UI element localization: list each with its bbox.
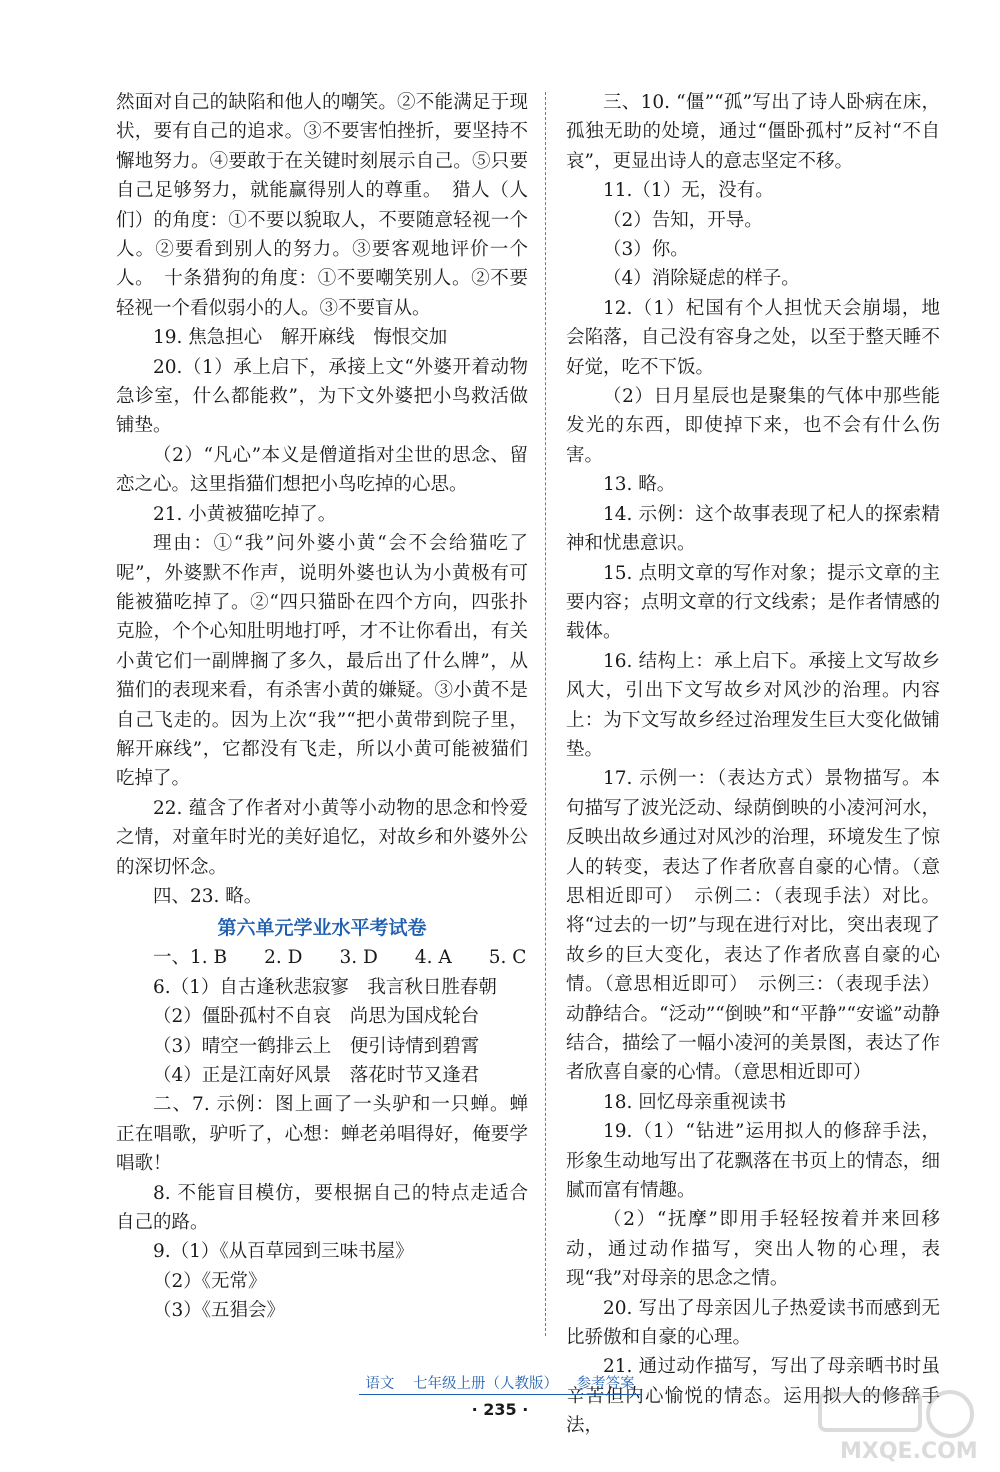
- left-answer-block-2: [116, 973, 528, 1326]
- answer-paragraph: （3）晴空一鹤排云上 便引诗情到碧霄: [153, 1035, 480, 1057]
- answer-paragraph: 19. 焦急担心 解开麻线 悔恨交加: [153, 327, 448, 349]
- left-answer-block: [116, 88, 528, 911]
- answer-paragraph: 9.（1）《从百草园到三味书屋》: [153, 1241, 414, 1263]
- right-answer-block: [566, 88, 940, 1441]
- answer-paragraph: 12.（1）杞国有个人担忧天会崩塌，地会陷落，自己没有容身之处，以至于整天睡不好觉，吃不下饭。: [566, 297, 940, 378]
- answer-paragraph: 然面对自己的缺陷和他人的嘲笑。②不能满足于现状，要有自己的追求。③不要害怕挫折，要坚持不懈地努力。④要敢于在关键时刻展示自己。⑤只要自己足够努力，就能赢得别人的尊重。 猎人（人们）的角度：①不要以貌取人，不要随意轻视一个人。②要看到别人的努力。③要客观地评价一个人。 十条猎狗的角度：①不要嘲笑别人。②不要轻视一个看似弱小的人。③不要盲从。: [116, 92, 528, 319]
- answer-paragraph: 理由：①“我”问外婆小黄“会不会给猫吃了呢”，外婆默不作声，说明外婆也认为小黄极有可能被猫吃掉了。②“四只猫卧在四个方向，四张扑克脸，个个心知肚明地打呼，才不让你看出，有关小黄它们一副牌搁了多久，最后出了什么牌”，从猫们的表现来看，有杀害小黄的嫌疑。③小黄不是自己飞走的。因为上次“我”“把小黄带到院子里，解开麻线”，它都没有飞走，所以小黄可能被猫们吃掉了。: [116, 533, 528, 790]
- answer-paragraph: 16. 结构上：承上启下。承接上文写故乡风大，引出下文写故乡对风沙的治理。内容上：为下文写故乡经过治理发生巨大变化做铺垫。: [566, 650, 940, 760]
- answer-paragraph: 15. 点明文章的写作对象；提示文章的主要内容；点明文章的行文线索；是作者情感的载体。: [566, 562, 940, 643]
- answer-paragraph: 11.（1）无，没有。: [603, 180, 774, 202]
- answer-paragraph: 14. 示例：这个故事表现了杞人的探索精神和忧患意识。: [566, 503, 940, 555]
- answer-paragraph: 8. 不能盲目模仿，要根据自己的特点走适合自己的路。: [116, 1182, 528, 1234]
- answer-paragraph: 21. 小黄被猫吃掉了。: [153, 503, 337, 525]
- answer-paragraph: （2）日月星辰也是聚集的气体中那些能发光的东西，即使掉下来，也不会有什么伤害。: [566, 386, 940, 466]
- answer-paragraph: 三、10. “僵”“孤”写出了诗人卧病在床，孤独无助的处境，通过“僵卧孤村”反衬“不自哀”，更显出诗人的意志坚定不移。: [566, 92, 940, 172]
- answer-paragraph: 13. 略。: [603, 474, 676, 496]
- answer-paragraph: （2）告知，开导。: [603, 209, 763, 231]
- answer-paragraph: 18. 回忆母亲重视读书: [603, 1091, 787, 1113]
- footer-title: 语文 七年级上册（人教版） 参考答案: [359, 1372, 640, 1395]
- answer-paragraph: 17. 示例一：（表达方式）景物描写。本句描写了波光泛动、绿荫倒映的小凌河河水，反映出故乡通过对风沙的治理，环境发生了惊人的转变，表达了作者欣喜自豪的心情。（意思相近即可） 示例二：（表现手法）对比。将“过去的一切”与现在进行对比，突出表现了故乡的巨大变化，表达了作者欣喜自豪的心情。（意思相近即可） 示例三：（表现手法）动静结合。“泛动”“倒映”和“平静”“安谧”动静结合，描绘了一幅小凌河的美景图，表达了作者欣喜自豪的心情。（意思相近即可）: [566, 768, 940, 1084]
- watermark-logo: [800, 1384, 990, 1466]
- svg-text:MXQE.COM: MXQE.COM: [840, 1439, 978, 1464]
- answer-paragraph: 20. 写出了母亲因儿子热爱读书而感到无比骄傲和自豪的心理。: [566, 1297, 940, 1349]
- answer-paragraph: 四、23. 略。: [153, 885, 263, 907]
- column-divider: [545, 92, 546, 1336]
- answer-paragraph: （3）你。: [603, 239, 689, 261]
- answer-paragraph: 21. 通过动作描写，写出了母亲晒书时虽辛苦但内心愉悦的情态。运用拟人的修辞手法，: [566, 1356, 940, 1437]
- answer-paragraph: 6.（1）自古逢秋悲寂寥 我言秋日胜春朝: [153, 976, 497, 998]
- answer-paragraph: 20.（1）承上启下，承接上文“外婆开着动物急诊室，什么都能救”，为下文外婆把小鸟救活做铺垫。: [116, 356, 528, 437]
- page-number: · 235 ·: [471, 1400, 529, 1419]
- answer-paragraph: （2）《无常》: [153, 1270, 267, 1292]
- left-column: [116, 88, 528, 1326]
- section-title: 第六单元学业水平考试卷: [217, 917, 427, 940]
- answer-paragraph: （4）消除疑虑的样子。: [603, 268, 800, 290]
- answer-paragraph: （2）“抚摩”即用手轻轻按着并来回移动，通过动作描写，突出人物的心理，表现“我”对母亲的思念之情。: [566, 1209, 940, 1290]
- answer-paragraph: 19.（1）“钻进”运用拟人的修辞手法，形象生动地写出了花飘落在书页上的情态，细腻而富有情趣。: [566, 1121, 940, 1202]
- answer-paragraph: 22. 蕴含了作者对小黄等小动物的思念和怜爱之情，对童年时光的美好追忆，对故乡和外婆外公的深切怀念。: [116, 797, 528, 878]
- multiple-choice-answers: 一、1. B 2. D 3. D 4. A 5. C: [153, 947, 527, 969]
- answer-paragraph: （2）“凡心”本义是僧道指对尘世的思念、留恋之心。这里指猫们想把小鸟吃掉的心思。: [116, 444, 528, 496]
- right-column: [566, 88, 940, 1441]
- answer-paragraph: （2）僵卧孤村不自哀 尚思为国戍轮台: [153, 1006, 480, 1028]
- answer-paragraph: （3）《五猖会》: [153, 1300, 286, 1322]
- answer-paragraph: （4）正是江南好风景 落花时节又逢君: [153, 1065, 480, 1086]
- answer-paragraph: 二、7. 示例：图上画了一头驴和一只蝉。蝉正在唱歌，驴听了，心想：蝉老弟唱得好，俺要学唱歌！: [116, 1094, 528, 1175]
